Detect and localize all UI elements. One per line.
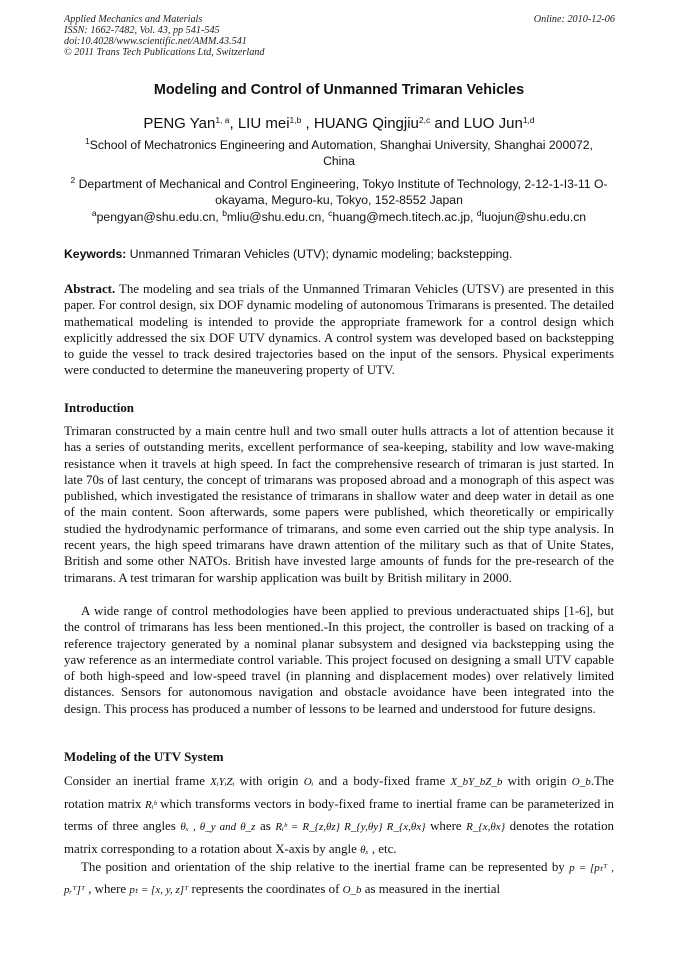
math-rotation-equation: Rᵢᵇ = R_{z,θz} R_{y,θy} R_{x,θx}	[275, 821, 426, 833]
text-run: .The rotation matrix	[64, 774, 615, 811]
text-run: Consider an inertial frame	[64, 774, 211, 788]
text-run: represents the coordinates of	[188, 882, 343, 896]
modeling-paragraph-2	[64, 857, 614, 901]
text-run: as	[255, 819, 276, 833]
math-origin-b: O_b	[571, 776, 591, 788]
journal-header	[64, 14, 264, 58]
math-origin-b: O_b	[342, 884, 362, 896]
email-sep: ,	[321, 210, 329, 224]
introduction-paragraph-2: A wide range of control methodologies have been applied to previous underactuated ships [1-6], but the control of trimarans has less been mentioned.-In this project, the controller is based on tracking of a reference trajectory generated by a nominal planar subsystem and designed via backstepping using the yaw reference as an intermediate control variable. This project focused on designing a small UTV capable of both high-speed and low-speed travel (in planning and displacement modes) over relatively limited distances. Sensors for autonomous navigation and obstacle avoidance have been integrated into the design. This process has produced a number of lessons to be learned and understood for future designs.	[64, 604, 614, 716]
email-sep: ,	[470, 210, 477, 224]
keywords-label: Keywords:	[64, 247, 127, 261]
affiliation-2	[70, 177, 608, 208]
affiliation-sup: 1	[85, 136, 90, 146]
math-rotation-matrix: Rᵢᵇ	[145, 798, 157, 811]
math-rx: R_{x,θx}	[466, 821, 506, 833]
text-run: where	[425, 819, 467, 833]
math-angles: θₓ , θ_y and θ_z	[180, 821, 256, 833]
journal-name: Applied Mechanics and Materials	[64, 14, 203, 25]
copyright-line: © 2011 Trans Tech Publications Ltd, Switzerland	[64, 47, 265, 58]
abstract-paragraph	[64, 281, 614, 379]
keywords-line	[64, 247, 616, 261]
math-position-vector: p = [pₜᵀ , pᵣᵀ]ᵀ	[64, 862, 614, 896]
text-run: denotes the rotation matrix corresponding to a rotation about X-axis by angle	[64, 819, 615, 856]
abstract-text: The modeling and sea trials of the Unmanned Trimaran Vehicles (UTSV) are presented in this paper. For control design, six DOF dynamic modeling of autonomous Trimarans is presented. The detailed mathematical modeling is intended to provide the appropriate framework for a control design which explicitly addressed the six DOF UTV dynamics. A control system was developed based on backstepping to guide the vessel to track desired trajectories based on the input of the sensors. Physical experiments were conducted to determine the maneuvering property of UTV.	[64, 282, 614, 378]
author-sup: 1, a	[215, 115, 230, 125]
keywords-text: Unmanned Trimaran Vehicles (UTV); dynamic modeling; backstepping.	[126, 247, 513, 261]
paper-title: Modeling and Control of Unmanned Trimaran Vehicles	[153, 82, 525, 98]
author-name: PENG Yan	[143, 115, 216, 132]
author-sep: ,	[301, 115, 314, 132]
author-list	[0, 115, 678, 132]
math-inertial-frame: XᵢYᵢZᵢ	[210, 776, 235, 788]
text-run: as measured in the inertial	[361, 882, 501, 896]
author-sup: 1,d	[522, 115, 535, 125]
email-link[interactable]: luojun@shu.edu.cn	[481, 210, 587, 224]
email-list	[0, 210, 678, 224]
email-sup: c	[328, 208, 333, 218]
math-translation-vector: pₜ = [x, y, z]ᵀ	[129, 884, 189, 896]
text-run: , etc.	[368, 841, 397, 856]
issn-line: ISSN: 1662-7482, Vol. 43, pp 541-545	[64, 25, 220, 36]
email-sup: a	[91, 208, 97, 218]
email-sep: ,	[215, 210, 223, 224]
abstract-label: Abstract.	[64, 282, 116, 296]
math-body-frame: X_bY_bZ_b	[450, 776, 503, 788]
text-run: with origin	[234, 774, 304, 788]
email-link[interactable]: pengyan@shu.edu.cn	[96, 210, 216, 224]
author-name: HUANG Qingjiu	[313, 115, 419, 132]
affiliation-text: School of Mechatronics Engineering and Automation, Shanghai University, Shanghai 200072, China	[89, 138, 593, 168]
text-run: The position and orientation of the ship relative to the inertial frame can be represented by	[81, 860, 570, 874]
affiliation-sup: 2	[70, 175, 76, 185]
author-sep: and	[430, 115, 464, 132]
text-run: which transforms vectors in body-fixed frame to inertial frame can be parameterized in terms of three angles	[64, 796, 614, 833]
author-sup: 1,b	[289, 115, 302, 125]
online-date: Online: 2010-12-06	[533, 14, 615, 25]
email-link[interactable]: huang@mech.titech.ac.jp	[332, 210, 471, 224]
author-sup: 2,c	[418, 115, 431, 125]
text-run: , where	[85, 882, 130, 896]
email-link[interactable]: mliu@shu.edu.cn	[226, 210, 322, 224]
math-theta-x: θₓ	[360, 843, 369, 856]
author-sep: ,	[229, 115, 238, 132]
text-run: with origin	[502, 774, 572, 788]
math-origin-i: Oᵢ	[303, 776, 314, 788]
doi-line[interactable]: doi:10.4028/www.scientific.net/AMM.43.541	[64, 36, 247, 47]
modeling-heading: Modeling of the UTV System	[64, 750, 224, 764]
affiliation-text: Department of Mechanical and Control Engineering, Tokyo Institute of Technology, 2-12-1-I3-11 O-okayama, Meguro-ku, Tokyo, 152-8552 Japan	[78, 177, 608, 207]
introduction-paragraph-1: Trimaran constructed by a main centre hull and two small outer hulls attracts a lot of attention because it has a series of outstanding merits, excellent performance of sea-keeping, stability and low wave-making resistance when it travels at high speed. In fact the comprehensive research of trimaran is just started. In late 70s of last century, the concept of trimarans was proposed abroad and a monograph of this aspect was published, which investigated the resistance of trimarans in shallow water and deep water in detail as one of the main content. Soon afterwards, some papers were published, which theoretically or empirically studied the hydrodynamic performance of trimarans, and some even carried out the ship type analysis. In recent years, the high speed trimarans have drawn attention of the military such as that of Unite States, British and some other NATOs. British have invested large amounts of funds for the pre-research of the trimarans. A test trimaran for warship application was built by British military in 2000.	[64, 424, 614, 585]
author-name: LIU mei	[237, 115, 290, 132]
email-sup: b	[222, 208, 227, 218]
affiliation-1	[70, 138, 608, 169]
introduction-heading: Introduction	[64, 401, 134, 415]
author-name: LUO Jun	[463, 115, 523, 132]
email-sup: d	[476, 208, 482, 218]
modeling-paragraph-1	[64, 771, 614, 861]
text-run: and a body-fixed frame	[313, 774, 451, 788]
